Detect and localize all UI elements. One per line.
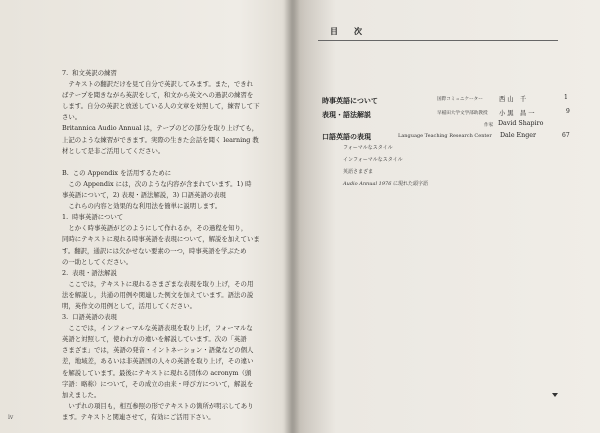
toc-sub-3: 英語さまざま — [343, 169, 374, 175]
body-line: 上記のような練習ができます。実際の生きた会話を聞く learning 教 — [62, 135, 259, 144]
body-line: さい。 — [62, 113, 82, 122]
body-line: 同時にテキストに現れる時事英語を表現について，解説を加えていま — [62, 235, 260, 244]
body-line: 法を解説し，共通の用例や関連した例文を加えています。語法の説 — [62, 290, 254, 299]
toc-entry-1-author: 西 山 千 — [499, 96, 527, 103]
body-line: Britannica Audio Annual は，テープのどの部分を取り上げても， — [62, 124, 259, 133]
page-end-marker-icon — [552, 393, 558, 397]
body-line: 字語：略称）について，その成立の由来・呼び方について，解説を — [62, 379, 254, 388]
toc-entry-4-role: Language Teaching Research Center — [398, 133, 492, 139]
toc-entry-1-page: 1 — [564, 94, 568, 101]
toc-entry-4-page: 67 — [562, 132, 570, 139]
toc-sub-4-italic: Audio Annual 1976 — [343, 181, 392, 187]
toc-entry-2-author: 小 黒 昌 一 — [499, 110, 535, 117]
toc-sub-4 — [343, 179, 428, 187]
body-line: 英語と対照して，使われ方の違いを解説しています。次の「英語 — [62, 335, 247, 344]
toc-top-rule — [318, 40, 558, 41]
body-line: 事英語について，2) 表現・語法解説，3) 口語英語の表現 — [62, 191, 226, 200]
body-line: ここでは，インフォーマルな英語表現を取り上げ，フォーマルな — [62, 324, 253, 333]
toc-sub-1: フォーマルなスタイル — [343, 145, 393, 151]
toc-entry-2-role: 早稲田大学文学部助教授 — [437, 111, 488, 116]
body-line: 加えました。 — [62, 390, 101, 399]
body-line: を解説しています。最後にテキストに現れる団体の acronym（頭 — [62, 368, 252, 377]
body-line: ばテープを聞きながら英訳をして，和文から英文への過訳の練習を — [62, 91, 254, 100]
body-line: ます。テキストと関連させて，有効にご活用下さい。 — [62, 412, 215, 421]
toc-sub-4-rest: に現れた頭字語 — [391, 181, 428, 187]
toc-entry-2-heading: 表現・語法解説 — [322, 110, 371, 119]
body-line — [62, 157, 274, 168]
toc-sub-2: インフォーマルなスタイル — [343, 157, 403, 163]
body-line: ここでは，テキストに現れるさまざまな表現を取り上げ，その用 — [62, 279, 254, 288]
toc-entry-4-author: Dale Enger — [500, 132, 536, 139]
body-line: 7. 和文英訳の練習 — [62, 69, 117, 77]
body-line: 材として是非ご活用してください。 — [62, 146, 165, 155]
body-line: さまざま」では，英語の発音・イントネーション・語彙などの個人 — [62, 346, 254, 355]
toc-entry-3-author: David Shapiro — [498, 120, 544, 127]
toc-entry-1-heading: 時事英語について — [322, 96, 378, 105]
toc-entry-2-page: 9 — [566, 108, 570, 115]
body-line: いずれの項目も，相互参照の形でテキストの箇所が明示してあり — [62, 401, 254, 410]
body-line: 3. 口語英語の表現 — [62, 313, 117, 322]
left-page-number: iv — [8, 414, 14, 421]
body-line: します。自分の英訳と放送している人の文章を対照して，練習して下 — [62, 102, 260, 111]
toc-entry-1-role: 国際コミュニケーター — [437, 97, 483, 102]
body-line: 1. 時事英語について — [62, 213, 124, 222]
left-page-body — [62, 68, 274, 423]
body-line: の一助としてください。 — [62, 257, 133, 266]
body-line: とかく時事英語がどのようにして作れるか，その過程を知り， — [62, 224, 248, 233]
body-line: テキストの翻訳だけを見て自分で英訳してみます。また，できれ — [62, 80, 254, 89]
body-line: この Appendix には，次のような内容が含まれています。1) 時 — [62, 179, 252, 188]
body-line: す。翻訳，通訳には欠かせない要素の一つ，時事英語を学ぶため — [62, 246, 247, 255]
body-line: 2. 表現・語法解説 — [62, 268, 117, 277]
body-line: これらの内容と効果的な利用法を簡単に説明します。 — [62, 202, 222, 211]
body-line: 明，英作文の用例として，活用してください。 — [62, 301, 197, 310]
toc-entry-4-heading: 口語英語の表現 — [322, 132, 371, 141]
toc-title: 目 次 — [330, 27, 366, 36]
toc-entry-3-role: 作家 — [484, 123, 494, 128]
body-line: B. この Appendix を活用するために — [62, 168, 172, 177]
right-page — [296, 0, 600, 433]
body-line: 差，地域差，あるいは非英語国の人々の英語を取り上げ，その違い — [62, 357, 254, 366]
